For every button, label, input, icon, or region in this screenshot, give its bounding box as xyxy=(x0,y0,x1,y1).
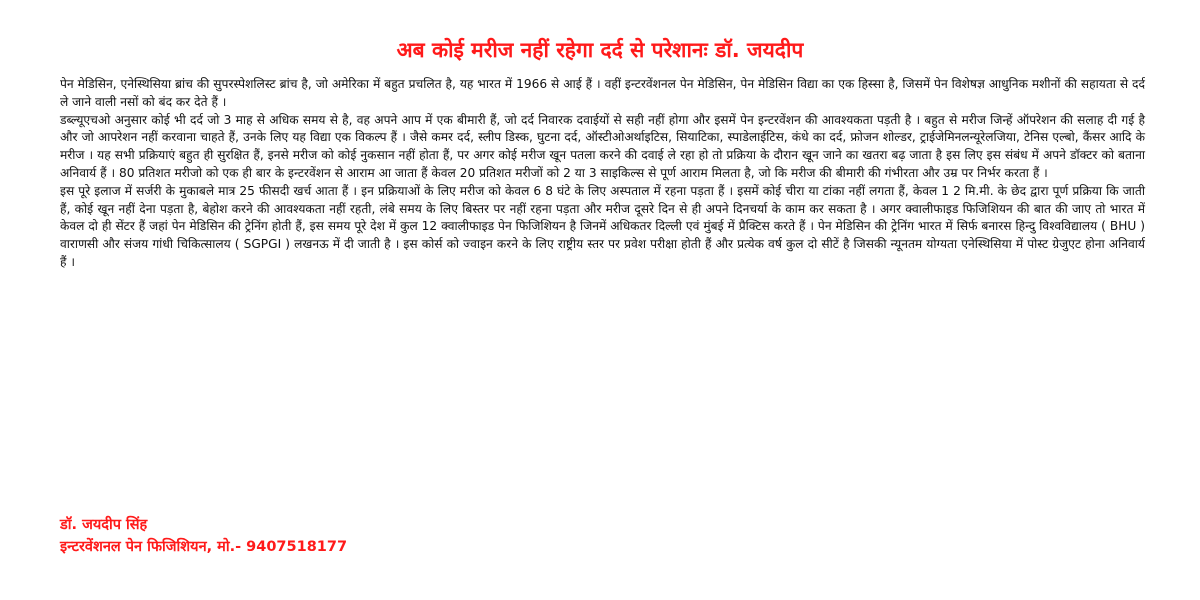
article-paragraph-3: इस पूरे इलाज में सर्जरी के मुकाबले मात्र 25 फीसदी खर्च आता हैं । इन प्रक्रियाओं के लिए मरीज को केवल 6 8 घंटे के लिए अस्पताल में रहना पड़ता हैं । इसमें कोई चीरा या टांका नहीं लगता हैं, केवल 1 2 मि.मी. के छेद द्वारा पूर्ण प्रक्रिया कि जाती हैं, कोई खून नहीं देना पड़ता है, बेहोश करने की आवश्यकता नहीं रहती, लंबे समय के लिए बिस्तर पर नहीं रहना पड़ता और मरीज दूसरे दिन से ही अपने दिनचर्या के काम कर सकता है । अगर क्वालीफाइड फिजिशियन की बात की जाए तो भारत में केवल दो ही सेंटर हैं जहां पेन मेडिसिन की ट्रेनिंग होती हैं, इस समय पूरे देश में कुल 12 क्वालीफाइड पेन फिजिशियन है जिनमें अधिकतर दिल्ली एवं मुंबई में प्रैक्टिस करते हैं । पेन मेडिसिन की ट्रेनिंग भारत में सिर्फ बनारस हिन्दु विश्वविद्यालय ( BHU ) वाराणसी और संजय गांधी चिकित्सालय ( SGPGI ) लखनऊ में दी जाती है । इस कोर्स को ज्वाइन करने के लिए राष्ट्रीय स्तर पर प्रवेश परीक्षा होती हैं और प्रत्येक वर्ष कुल दो सीटें है जिसकी न्यूनतम योग्यता एनेस्थिसिया में पोस्ट ग्रेजुएट होना अनिवार्य हैं । xyxy=(60,183,1145,269)
author-name: डॉ. जयदीप सिंह xyxy=(60,517,148,533)
article-paragraph-2: डब्ल्यूएचओ अनुसार कोई भी दर्द जो 3 माह से अधिक समय से है, वह अपने आप में एक बीमारी हैं, जो दर्द निवारक दवाईयों से सही नहीं होगा और इसमें पेन इन्टरवेंशन की आवश्यकता पड़ती है । बहुत से मरीज जिन्हें ऑपरेशन की सलाह दी गई है और जो आपरेशन नहीं करवाना चाहते हैं, उनके लिए यह विद्या एक विकल्प हैं । जैसे कमर दर्द, स्लीप डिस्क, घुटना दर्द, ऑस्टीओअर्थाइटिस, सियाटिका, स्पाडेलाईटिस, कंधे का दर्द, फ्रोजन शोल्डर, ट्राईजेमिनलन्यूरेलजिया, टेनिस एल्बो, कैंसर आदि के मरीज । यह सभी प्रक्रियाएं बहुत ही सुरक्षित हैं, इनसे मरीज को कोई नुकसान नहीं होता हैं, पर अगर कोई मरीज खून पतला करने की दवाई ले रहा हो तो प्रक्रिया के दौरान खून जाने का खतरा बढ़ जाता है इस लिए इस संबंध में अपने डॉक्टर को बताना अनिवार्य हैं । 80 प्रतिशत मरीजो को एक ही बार के इन्टरवेंशन से आराम आ जाता हैं केवल 20 प्रतिशत मरीजों को 2 या 3 साइकिल्स से पूर्ण आराम मिलता है, जो कि मरीज की बीमारी की गंभीरता और उम्र पर निर्भर करता हैं । xyxy=(60,112,1145,180)
article-paragraph-1: पेन मेडिसिन, एनेस्थिसिया ब्रांच की सुपरस्पेशलिस्ट ब्रांच है, जो अमेरिका में बहुत प्रचलित है, यह भारत में 1966 से आई हैं । वहीं इन्टरवेंशनल पेन मेडिसिन, पेन मेडिसिन विद्या का एक हिस्सा है, जिसमें पेन विशेषज्ञ आधुनिक मशीनों की सहायता से दर्द ले जाने वाली नसों को बंद कर देते हैं । xyxy=(60,77,1145,109)
article-headline: अब कोई मरीज नहीं रहेगा दर्द से परेशानः डॉ. जयदीप xyxy=(396,38,804,62)
author-signature-block xyxy=(60,514,347,558)
author-designation-contact: इन्टरवेंशनल पेन फिजिशियन, मो.- 9407518177 xyxy=(60,539,348,555)
article-body xyxy=(60,76,1145,272)
